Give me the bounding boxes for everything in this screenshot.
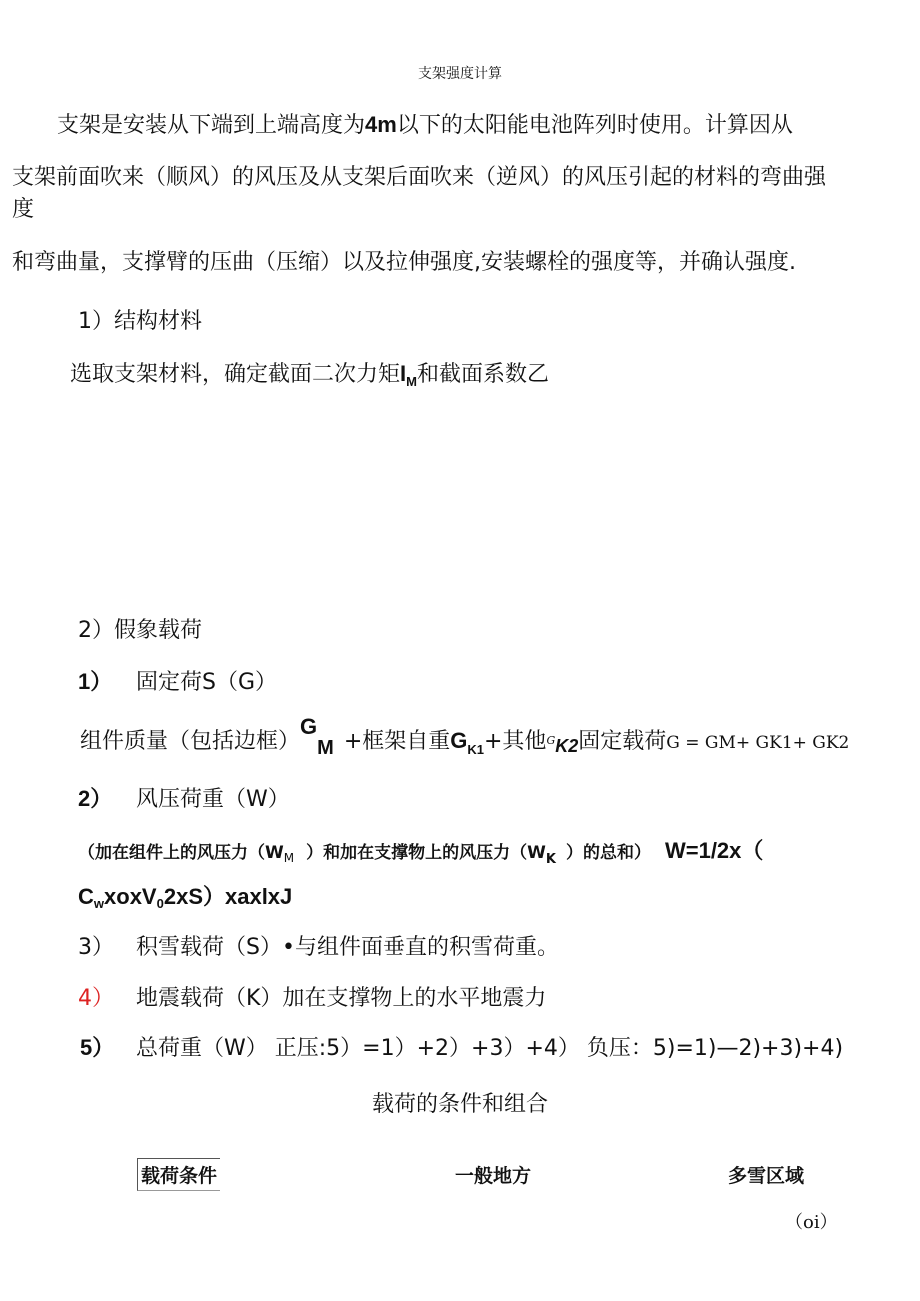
item-1 xyxy=(78,665,277,696)
page-title: 支架强度计算 xyxy=(418,66,502,82)
formula-text: 固定载荷 xyxy=(578,729,667,754)
wind-formula-w: w xyxy=(93,896,105,911)
wind-formula-a: W=1/2x（ xyxy=(664,838,764,863)
item-4-num: 4） xyxy=(78,986,114,1011)
intro-line-4: 和弯曲量，支撑臂的压曲（压缩）以及拉伸强度,安装螺栓的强度等，并确认强度. xyxy=(12,250,796,275)
item-3-num: 3） xyxy=(78,935,114,960)
item-4 xyxy=(78,981,546,1012)
item-2-description xyxy=(78,834,763,867)
item-1-formula xyxy=(80,712,849,762)
wind-formula-0: 0 xyxy=(156,896,164,911)
formula-m: M xyxy=(317,737,334,759)
wind-desc-k: K xyxy=(545,852,556,867)
item-3-label: 积雪载荷（S）•与组件面垂直的积雪荷重。 xyxy=(136,935,559,960)
intro-text: 支架是安装从下端到上端高度为 xyxy=(57,113,366,138)
item-2-label: 风压荷重（W） xyxy=(136,787,290,812)
intro-text: 以下的太阳能电池阵列时使用。计算因从 xyxy=(396,113,793,138)
formula-k1: K1 xyxy=(467,742,484,757)
formula-text: +框架自重 xyxy=(343,729,451,754)
item-1-num: 1） xyxy=(78,669,113,694)
wind-desc-c: ）的总和） xyxy=(565,843,651,863)
formula-equation: G = GM+ GK1+ GK2 xyxy=(666,733,850,753)
wind-desc-a: （加在组件上的风压力（W xyxy=(78,843,284,863)
moment-subscript: M xyxy=(406,374,417,389)
table-note: （oi） xyxy=(785,1212,838,1233)
wind-formula-b3: 2xS）xaxlxJ xyxy=(163,884,293,909)
table-header-general: 一般地方 xyxy=(455,1165,532,1187)
table-header-heavy-snow: 多雪区域 xyxy=(728,1165,805,1187)
formula-g: G xyxy=(300,714,318,739)
section-1-text xyxy=(70,357,549,389)
wind-desc-m: M xyxy=(283,851,295,865)
moment-symbol: I xyxy=(400,361,407,386)
section-2-heading: 2）假象载荷 xyxy=(78,618,202,643)
item-1-label: 固定荷S（G） xyxy=(136,670,278,695)
item-4-label: 地震载荷（K）加在支撑物上的水平地震力 xyxy=(136,986,547,1011)
item-2 xyxy=(78,782,290,813)
formula-text: 组件质量（包括边框） xyxy=(80,729,301,754)
formula-text: +其他 xyxy=(484,729,547,754)
height-value: 4m xyxy=(365,112,397,137)
intro-line-1 xyxy=(57,108,793,139)
item-5-num: 5） xyxy=(80,1035,115,1060)
table-caption: 载荷的条件和组合 xyxy=(371,1092,548,1117)
section-1-text-a: 选取支架材料，确定截面二次力矩 xyxy=(70,362,401,387)
formula-gk: G xyxy=(450,728,468,753)
item-2-num: 2） xyxy=(78,786,113,811)
intro-line-2: 支架前面吹来（顺风）的风压及从支架后面吹来（逆风）的风压引起的材料的弯曲强 xyxy=(12,165,827,190)
item-5 xyxy=(80,1031,843,1062)
item-3 xyxy=(78,930,559,961)
wind-desc-b: ）和加在支撑物上的风压力（W xyxy=(306,843,546,863)
section-1-text-b: 和截面系数乙 xyxy=(416,362,549,387)
formula-k2: K2 xyxy=(555,736,579,756)
wind-formula-b2: xoxV xyxy=(104,884,157,909)
item-5-label: 总荷重（W） 正压:5）=1）+2）+3）+4） 负压：5)=1)—2)+3)+4) xyxy=(136,1036,844,1061)
wind-formula-c: C xyxy=(78,884,94,909)
table-header-load-condition: 载荷条件 xyxy=(137,1158,220,1191)
section-1-heading: 1）结构材料 xyxy=(78,309,202,334)
formula-cg: G xyxy=(546,734,556,747)
intro-line-3: 度 xyxy=(12,197,35,222)
wind-formula-line xyxy=(78,880,292,911)
